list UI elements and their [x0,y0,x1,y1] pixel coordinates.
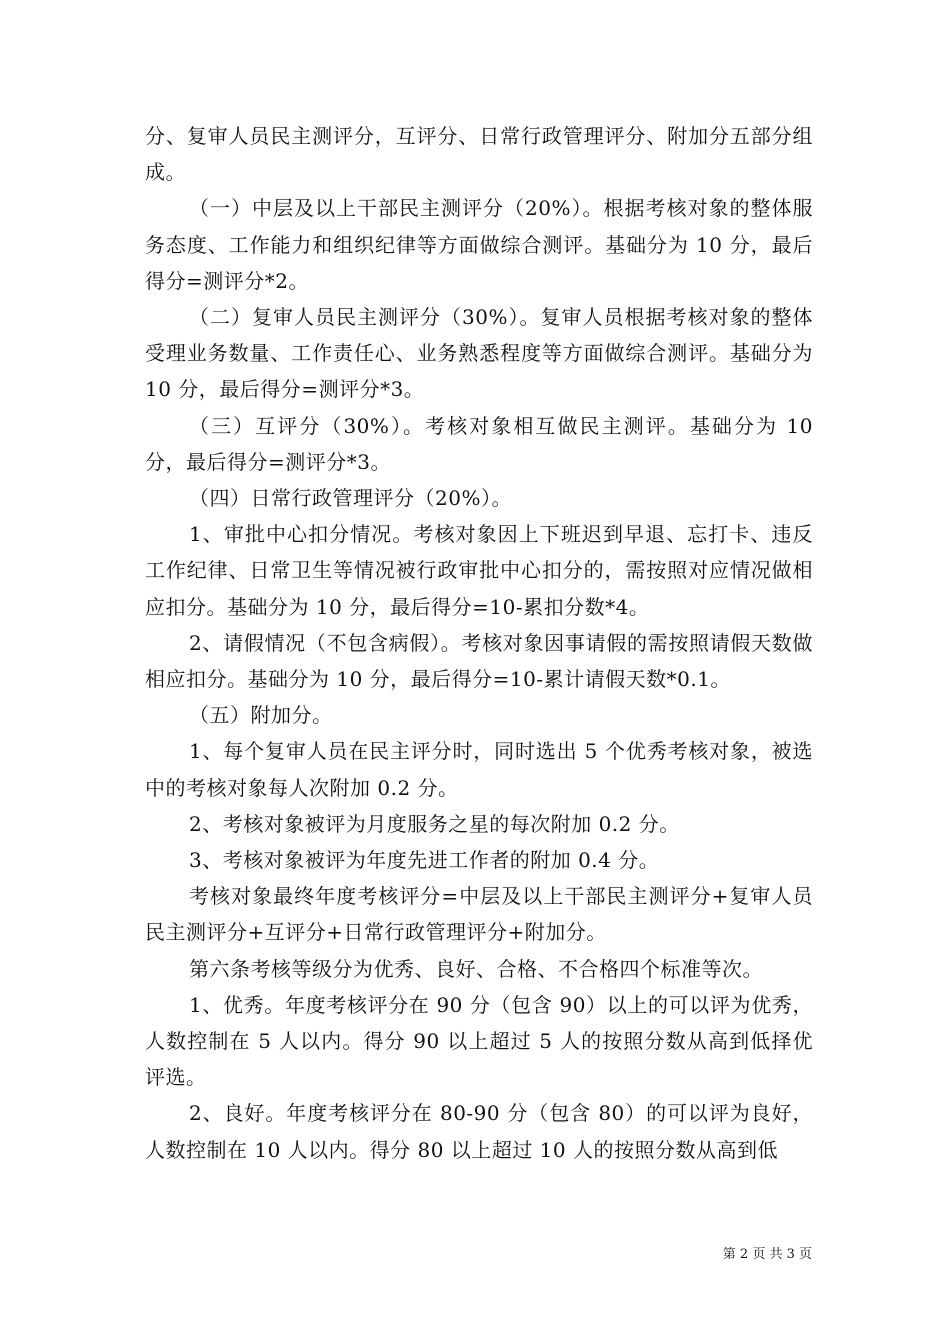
paragraph-section-2: （二）复审人员民主测评分（30%）。复审人员根据考核对象的整体受理业务数量、工作责任心、业务熟悉程度等方面做综合测评。基础分为 10 分，最后得分=测评分*3。 [145,305,813,402]
paragraph-section-3: （三）互评分（30%）。考核对象相互做民主测评。基础分为 10 分，最后得分=测评分*3。 [145,413,813,474]
paragraph-item-5-2: 2、考核对象被评为月度服务之星的每次附加 0.2 分。 [189,811,680,836]
paragraph-final-score: 考核对象最终年度考核评分=中层及以上干部民主测评分+复审人员民主测评分+互评分+日常行政管理评分+附加分。 [145,884,813,945]
paragraph-item-4-1: 1、审批中心扣分情况。考核对象因上下班迟到早退、忘打卡、违反工作纪律、日常卫生等情况被行政审批中心扣分的，需按照对应情况做相应扣分。基础分为 10 分，最后得分=10-累扣分数*4。 [145,522,813,619]
paragraph-grade-good: 2、良好。年度考核评分在 80-90 分（包含 80）的可以评为良好，人数控制在 10 人以内。得分 80 以上超过 10 人的按照分数从高到低 [145,1101,813,1162]
paragraph-section-4: （四）日常行政管理评分（20%）。 [189,486,512,511]
document-body [145,118,813,1168]
paragraph-section-1: （一）中层及以上干部民主测评分（20%）。根据考核对象的整体服务态度、工作能力和组织纪律等方面做综合测评。基础分为 10 分，最后得分=测评分*2。 [145,196,813,293]
paragraph-item-4-2: 2、请假情况（不包含病假）。考核对象因事请假的需按照请假天数做相应扣分。基础分为 10 分，最后得分=10-累计请假天数*0.1。 [145,630,813,692]
paragraph-grade-excellent: 1、优秀。年度考核评分在 90 分（包含 90）以上的可以评为优秀，人数控制在 5 人以内。得分 90 以上超过 5 人的按照分数从高到低择优评选。 [145,992,813,1090]
page-number-footer: 第 2 页 共 3 页 [722,1247,812,1262]
paragraph-continuation: 分、复审人员民主测评分，互评分、日常行政管理评分、附加分五部分组成。 [145,124,813,185]
paragraph-section-5: （五）附加分。 [189,703,333,728]
paragraph-item-5-3: 3、考核对象被评为年度先进工作者的附加 0.4 分。 [189,848,660,873]
paragraph-item-5-1: 1、每个复审人员在民主评分时，同时选出 5 个优秀考核对象，被选中的考核对象每人次附加 0.2 分。 [145,739,813,800]
paragraph-article-6: 第六条考核等级分为优秀、良好、合格、不合格四个标准等次。 [189,956,763,981]
